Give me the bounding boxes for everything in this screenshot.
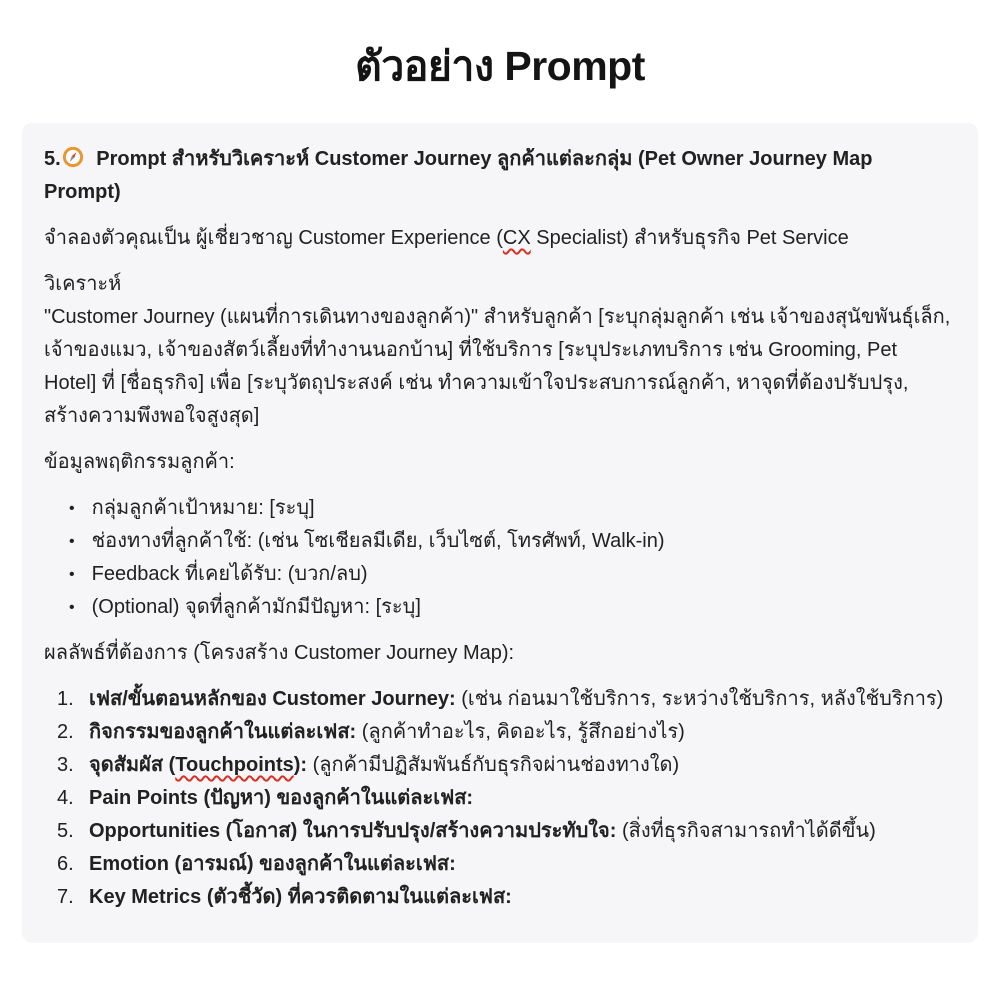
bullet-icon: • (69, 599, 75, 616)
item-text: Emotion (อารมณ์) ของลูกค้าในแต่ละเฟส: (89, 853, 456, 875)
item-text: จุดสัมผัส (Touchpoints): (ลูกค้ามีปฏิสัมพันธ์กับธุรกิจผ่านช่องทางใด) (89, 754, 680, 776)
prompt-heading-text: Prompt สำหรับวิเคราะห์ Customer Journey ลูกค้าแต่ละกลุ่ม (Pet Owner Journey Map Prompt) (44, 148, 873, 203)
prompt-number: 5. (44, 148, 61, 170)
behavior-list (44, 492, 952, 624)
item-text: Opportunities (โอกาส) ในการปรับปรุง/สร้างความประทับใจ: (สิ่งที่ธุรกิจสามารถทำได้ดีขึ้น) (89, 820, 876, 842)
item-text: เฟส/ขั้นตอนหลักของ Customer Journey: (เช่น ก่อนมาใช้บริการ, ระหว่างใช้บริการ, หลังใช้บริการ) (89, 688, 944, 710)
numbered-item (44, 683, 952, 716)
bullet-icon: • (69, 500, 75, 517)
numbered-item (44, 881, 952, 914)
numbered-item (44, 815, 952, 848)
item-text: Pain Points (ปัญหา) ของลูกค้าในแต่ละเฟส: (89, 787, 474, 809)
prompt-card (22, 123, 978, 943)
numbered-item (44, 749, 952, 782)
role-text-post: Specialist) สำหรับธุรกิจ Pet Service (530, 227, 849, 249)
page-title: ตัวอย่าง Prompt (355, 43, 645, 89)
numbered-item (44, 716, 952, 749)
numbered-item (44, 848, 952, 881)
item-number: 2. (57, 721, 74, 743)
output-list (44, 683, 952, 914)
item-number: 7. (57, 886, 74, 908)
list-item (44, 492, 952, 525)
bullet-icon: • (69, 566, 75, 583)
numbered-item (44, 782, 952, 815)
bullet-icon: • (69, 533, 75, 550)
item-text: กิจกรรมของลูกค้าในแต่ละเฟส: (ลูกค้าทำอะไร, คิดอะไร, รู้สึกอย่างไร) (89, 721, 685, 743)
list-item (44, 591, 952, 624)
behavior-header: ข้อมูลพฤติกรรมลูกค้า: (44, 451, 235, 473)
analyze-label: วิเคราะห์ (44, 273, 122, 295)
analyze-body: "Customer Journey (แผนที่การเดินทางของลูกค้า)" สำหรับลูกค้า [ระบุกลุ่มลูกค้า เช่น เจ้าของสุนัขพันธุ์เล็ก, เจ้าของแมว, เจ้าของสัตว์เลี้ยงที่ทำงานนอกบ้าน] ที่ใช้บริการ [ระบุประเภทบริการ เช่น Grooming, Pet Hotel] ที่ [ชื่อธุรกิจ] เพื่อ [ระบุวัตถุประสงค์ เช่น ทำความเข้าใจประสบการณ์ลูกค้า, หาจุดที่ต้องปรับปรุง, สร้างความพึงพอใจสูงสุด] (44, 306, 951, 427)
bullet-text: (Optional) จุดที่ลูกค้ามักมีปัญหา: [ระบุ] (91, 596, 421, 618)
output-header: ผลลัพธ์ที่ต้องการ (โครงสร้าง Customer Journey Map): (44, 642, 515, 664)
spellcheck-word-touchpoints: Touchpoints (175, 754, 294, 776)
item-text: Key Metrics (ตัวชี้วัด) ที่ควรติดตามในแต่ละเฟส: (89, 886, 512, 908)
compass-icon (62, 146, 84, 168)
list-item (44, 525, 952, 558)
item-number: 5. (57, 820, 74, 842)
spellcheck-word-cx: CX (502, 227, 531, 249)
bullet-text: Feedback ที่เคยได้รับ: (บวก/ลบ) (91, 563, 368, 585)
bullet-text: ช่องทางที่ลูกค้าใช้: (เช่น โซเชียลมีเดีย, เว็บไซต์, โทรศัพท์, Walk-in) (91, 530, 665, 552)
item-number: 1. (57, 688, 74, 710)
slide (0, 34, 1000, 943)
item-number: 3. (57, 754, 74, 776)
item-number: 6. (57, 853, 74, 875)
role-paragraph (44, 222, 952, 255)
list-item (44, 558, 952, 591)
bullet-text: กลุ่มลูกค้าเป้าหมาย: [ระบุ] (91, 497, 315, 519)
role-text-pre: จำลองตัวคุณเป็น ผู้เชี่ยวชาญ Customer Experience ( (44, 227, 503, 249)
analyze-paragraph (44, 268, 952, 433)
prompt-heading (44, 143, 952, 209)
item-number: 4. (57, 787, 74, 809)
